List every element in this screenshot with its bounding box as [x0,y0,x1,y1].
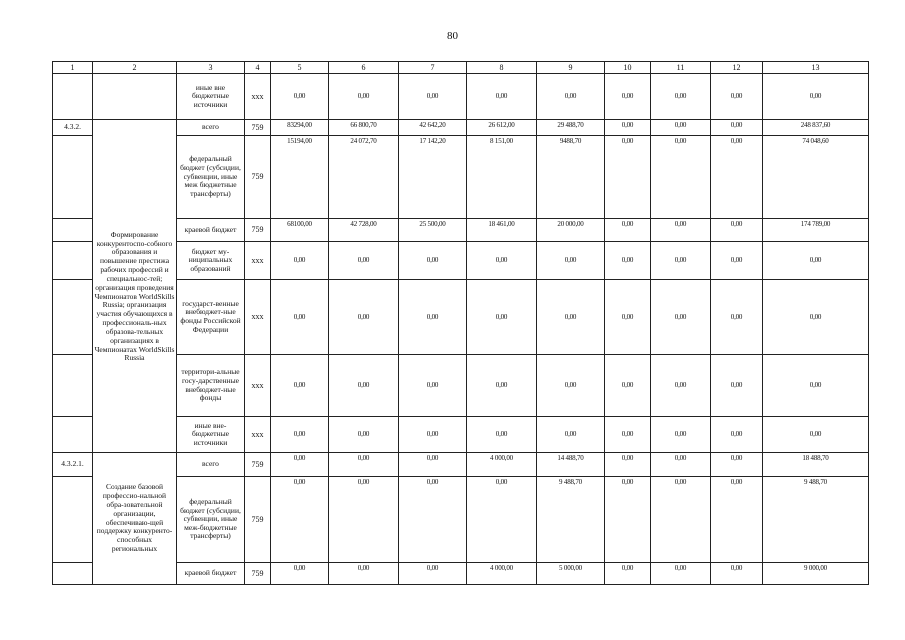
amount-cell: 0,00 [763,242,869,280]
budget-code: ххх [245,355,271,417]
amount-cell: 0,00 [651,74,711,120]
column-number-3: 3 [177,62,245,74]
amount-cell: 0,00 [537,242,605,280]
budget-code: ххх [245,74,271,120]
amount-cell: 0,00 [537,74,605,120]
amount-cell: 0,00 [399,417,467,453]
column-number-6: 6 [329,62,399,74]
amount-cell: 0,00 [467,417,537,453]
amount-cell: 4 000,00 [467,453,537,477]
funding-source: государст-венные внебюджет-ные фонды Российской Федерации [177,280,245,355]
amount-cell: 0,00 [271,280,329,355]
event-code [53,280,93,355]
amount-cell: 0,00 [605,477,651,563]
amount-cell: 0,00 [711,74,763,120]
funding-source: иные вне-бюджетные источники [177,417,245,453]
event-code [53,417,93,453]
amount-cell: 0,00 [711,136,763,219]
amount-cell: 0,00 [651,280,711,355]
amount-cell: 174 789,00 [763,219,869,242]
event-code [53,136,93,219]
amount-cell: 18 461,00 [467,219,537,242]
amount-cell: 9 488,70 [763,477,869,563]
funding-source: всего [177,453,245,477]
funding-source: иные вне бюджетные источники [177,74,245,120]
amount-cell: 0,00 [467,477,537,563]
amount-cell: 248 837,60 [763,120,869,136]
budget-code: 759 [245,120,271,136]
amount-cell: 0,00 [711,280,763,355]
budget-code: ххх [245,242,271,280]
amount-cell: 18 488,70 [763,453,869,477]
amount-cell: 0,00 [399,563,467,585]
amount-cell: 0,00 [651,355,711,417]
amount-cell: 0,00 [711,563,763,585]
amount-cell: 66 800,70 [329,120,399,136]
amount-cell: 0,00 [271,355,329,417]
amount-cell: 42 642,20 [399,120,467,136]
amount-cell: 0,00 [537,417,605,453]
amount-cell: 0,00 [399,280,467,355]
event-code [53,74,93,120]
amount-cell: 0,00 [605,417,651,453]
column-number-4: 4 [245,62,271,74]
budget-table [52,61,869,585]
amount-cell: 15194,00 [271,136,329,219]
budget-code: ххх [245,417,271,453]
event-code [53,563,93,585]
budget-code: ххх [245,280,271,355]
amount-cell: 0,00 [399,355,467,417]
amount-cell: 0,00 [763,355,869,417]
column-number-5: 5 [271,62,329,74]
amount-cell: 0,00 [399,477,467,563]
amount-cell: 9 000,00 [763,563,869,585]
amount-cell: 25 500,00 [399,219,467,242]
amount-cell: 4 000,00 [467,563,537,585]
amount-cell: 74 048,60 [763,136,869,219]
amount-cell: 0,00 [711,417,763,453]
amount-cell: 0,00 [651,477,711,563]
amount-cell: 0,00 [467,242,537,280]
amount-cell: 0,00 [651,563,711,585]
funding-source: федеральный бюджет (субсидии, субвенции, иные меж-бюджетные трансферты) [177,477,245,563]
amount-cell: 9 488,70 [537,477,605,563]
budget-code: 759 [245,453,271,477]
column-number-9: 9 [537,62,605,74]
header-row [53,62,869,74]
amount-cell: 0,00 [711,477,763,563]
column-number-12: 12 [711,62,763,74]
event-code [53,242,93,280]
amount-cell: 26 612,00 [467,120,537,136]
amount-cell: 0,00 [711,355,763,417]
amount-cell: 0,00 [329,74,399,120]
amount-cell: 0,00 [537,280,605,355]
amount-cell: 29 488,70 [537,120,605,136]
budget-code: 759 [245,563,271,585]
amount-cell: 0,00 [605,136,651,219]
event-name: Формирование конкурентоспо-собного образования и повышение престижа рабочих профессий и специальнос-тей; организация проведения Чемпионатов WorldSkills Russia; организация участия обучающихся в профессиональ-ных образова-тельных организациях в Чемпионатах WorldSkills Russia [93,120,177,453]
amount-cell: 0,00 [329,477,399,563]
table-row [53,120,869,136]
amount-cell: 0,00 [329,242,399,280]
amount-cell: 0,00 [711,242,763,280]
column-number-2: 2 [93,62,177,74]
event-code: 4.3.2.1. [53,453,93,477]
amount-cell: 0,00 [329,280,399,355]
amount-cell: 0,00 [711,219,763,242]
amount-cell: 9488,70 [537,136,605,219]
budget-code: 759 [245,477,271,563]
amount-cell: 42 728,00 [329,219,399,242]
amount-cell: 0,00 [399,242,467,280]
column-number-7: 7 [399,62,467,74]
budget-code: 759 [245,219,271,242]
amount-cell: 0,00 [651,417,711,453]
event-code [53,477,93,563]
amount-cell: 0,00 [271,417,329,453]
amount-cell: 0,00 [537,355,605,417]
amount-cell: 20 000,00 [537,219,605,242]
amount-cell: 0,00 [605,242,651,280]
page-number: 80 [447,30,458,42]
column-number-10: 10 [605,62,651,74]
amount-cell: 0,00 [329,563,399,585]
amount-cell: 0,00 [711,453,763,477]
funding-source: краевой бюджет [177,219,245,242]
amount-cell: 0,00 [763,417,869,453]
amount-cell: 0,00 [399,74,467,120]
amount-cell: 0,00 [711,120,763,136]
amount-cell: 0,00 [605,280,651,355]
amount-cell: 0,00 [271,453,329,477]
event-code [53,355,93,417]
event-name: Создание базовой профессио-нальной обра-зовательной организации, обеспечиваю-щей поддержку конкуренто-способных региональных [93,453,177,585]
amount-cell: 0,00 [467,74,537,120]
amount-cell: 0,00 [271,477,329,563]
column-number-1: 1 [53,62,93,74]
amount-cell: 0,00 [467,355,537,417]
amount-cell: 24 072,70 [329,136,399,219]
amount-cell: 0,00 [763,280,869,355]
amount-cell: 0,00 [605,120,651,136]
amount-cell: 0,00 [605,355,651,417]
funding-source: территори-альные госу-дарственные внебюджет-ные фонды [177,355,245,417]
funding-source: бюджет му-ниципальных образований [177,242,245,280]
budget-code: 759 [245,136,271,219]
amount-cell: 68100,00 [271,219,329,242]
amount-cell: 17 142,20 [399,136,467,219]
amount-cell: 5 000,00 [537,563,605,585]
amount-cell: 0,00 [329,417,399,453]
amount-cell: 0,00 [651,242,711,280]
table-row [53,74,869,120]
amount-cell: 0,00 [605,219,651,242]
column-number-8: 8 [467,62,537,74]
column-number-11: 11 [651,62,711,74]
amount-cell: 8 151,00 [467,136,537,219]
amount-cell: 0,00 [651,120,711,136]
amount-cell: 0,00 [271,563,329,585]
table-row [53,453,869,477]
amount-cell: 0,00 [651,136,711,219]
amount-cell: 0,00 [605,74,651,120]
amount-cell: 0,00 [605,563,651,585]
column-number-13: 13 [763,62,869,74]
amount-cell: 0,00 [399,453,467,477]
amount-cell: 0,00 [651,453,711,477]
funding-source: краевой бюджет [177,563,245,585]
amount-cell: 0,00 [763,74,869,120]
event-name [93,74,177,120]
amount-cell: 0,00 [329,453,399,477]
amount-cell: 0,00 [467,280,537,355]
funding-source: федеральный бюджет (субсидии, субвенции, иные меж бюджетные трансферты) [177,136,245,219]
funding-source: всего [177,120,245,136]
amount-cell: 0,00 [329,355,399,417]
amount-cell: 83294,00 [271,120,329,136]
amount-cell: 0,00 [651,219,711,242]
amount-cell: 0,00 [605,453,651,477]
amount-cell: 14 488,70 [537,453,605,477]
amount-cell: 0,00 [271,74,329,120]
event-code [53,219,93,242]
event-code: 4.3.2. [53,120,93,136]
amount-cell: 0,00 [271,242,329,280]
